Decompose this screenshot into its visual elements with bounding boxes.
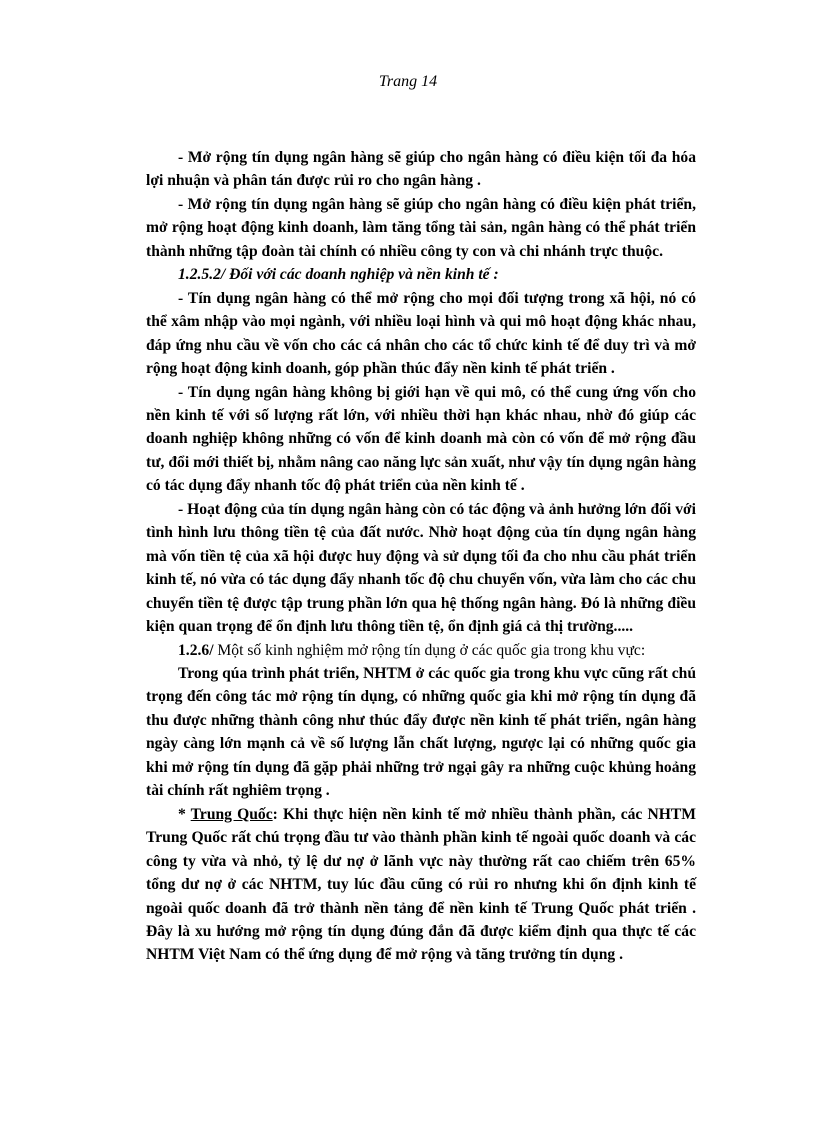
paragraph-china xyxy=(146,803,696,967)
paragraph-credit-scale: - Tín dụng ngân hàng không bị giới hạn về qui mô, có thể cung ứng vốn cho nền kinh tế với số lượng rất lớn, với nhiều thời hạn khác nhau, nhờ đó giúp các doanh nghiệp không những có vốn để kinh doanh mà còn có vốn để mở rộng đầu tư, đổi mới thiết bị, nhằm nâng cao năng lực sản xuất, như vậy tín dụng ngân hàng có tác dụng đẩy nhanh tốc độ phát triển của nền kinh tế . xyxy=(146,383,696,495)
document-body xyxy=(146,146,696,967)
section-heading-enterprises: 1.2.5.2/ Đối với các doanh nghiệp và nền kinh tế : xyxy=(178,266,499,284)
paragraph-china-text: : Khi thực hiện nền kinh tế mở nhiều thành phần, các NHTM Trung Quốc rất chú trọng đầu tư vào thành phần kinh tế ngoài quốc doanh và các công ty vừa và nhỏ, tỷ lệ dư nợ ở lãnh vực này thường rất cao chiếm trên 65% tổng dư nợ ở các NHTM, tuy lúc đầu cũng có rủi ro nhưng khi ổn định kinh tế ngoài quốc doanh đã trở thành nền tảng để nền kinh tế Trung Quốc phát triển . Đây là xu hướng mở rộng tín dụng đúng đắn đã được kiểm định qua thực tế các NHTM Việt Nam có thể ứng dụng để mở rộng và tăng trưởng tín dụng . xyxy=(146,805,696,964)
section-title: Một số kinh nghiệm mở rộng tín dụng ở các quốc gia trong khu vực: xyxy=(213,641,646,659)
country-name: Trung Quốc xyxy=(190,805,273,823)
section-heading-regional-experience xyxy=(146,639,696,662)
page-number-header: Trang 14 xyxy=(378,73,438,90)
paragraph-profit-risk: - Mở rộng tín dụng ngân hàng sẽ giúp cho ngân hàng có điều kiện tối đa hóa lợi nhuận và phân tán được rủi ro cho ngân hàng . xyxy=(146,149,696,190)
bullet-marker: * xyxy=(178,805,191,823)
paragraph-monetary-circulation: - Hoạt động của tín dụng ngân hàng còn có tác động và ảnh hưởng lớn đối với tình hình lưu thông tiền tệ của đất nước. Nhờ hoạt động của tín dụng ngân hàng mà vốn tiền tệ của xã hội được huy động và sử dụng tối đa cho nhu cầu phát triển kinh tế, nó vừa có tác dụng đẩy nhanh tốc độ chu chuyển vốn, vừa làm cho các chu chuyển tiền tệ được tập trung phần lớn qua hệ thống ngân hàng. Đó là những điều kiện quan trọng để ổn định lưu thông tiền tệ, ổn định giá cả thị trường..... xyxy=(146,500,696,636)
paragraph-development-process: Trong qúa trình phát triển, NHTM ở các quốc gia trong khu vực cũng rất chú trọng đến công tác mở rộng tín dụng, có những quốc gia khi mở rộng tín dụng đã thu được những thành công như thúc đẩy được nền kinh tế phát triển, ngân hàng ngày càng lớn mạnh cả về số lượng lẫn chất lượng, ngược lại có những quốc gia khi mở rộng tín dụng đã gặp phải những trở ngại gây ra những cuộc khủng hoảng tài chính rất nghiêm trọng . xyxy=(146,664,696,800)
paragraph-credit-reach: - Tín dụng ngân hàng có thể mở rộng cho mọi đối tượng trong xã hội, nó có thể xâm nhập vào mọi ngành, với nhiều loại hình và qui mô hoạt động khác nhau, đáp ứng nhu cầu về vốn cho các cá nhân cho các tổ chức kinh tế để duy trì và mở rộng hoạt động kinh doanh, góp phần thúc đẩy nền kinh tế phát triển . xyxy=(146,289,696,378)
paragraph-bank-growth: - Mở rộng tín dụng ngân hàng sẽ giúp cho ngân hàng có điều kiện phát triển, mở rộng hoạt động kinh doanh, làm tăng tổng tài sản, ngân hàng có thể phát triển thành những tập đoàn tài chính có nhiều công ty con và chi nhánh trực thuộc. xyxy=(146,195,696,260)
section-number: 1.2.6/ xyxy=(178,641,214,659)
